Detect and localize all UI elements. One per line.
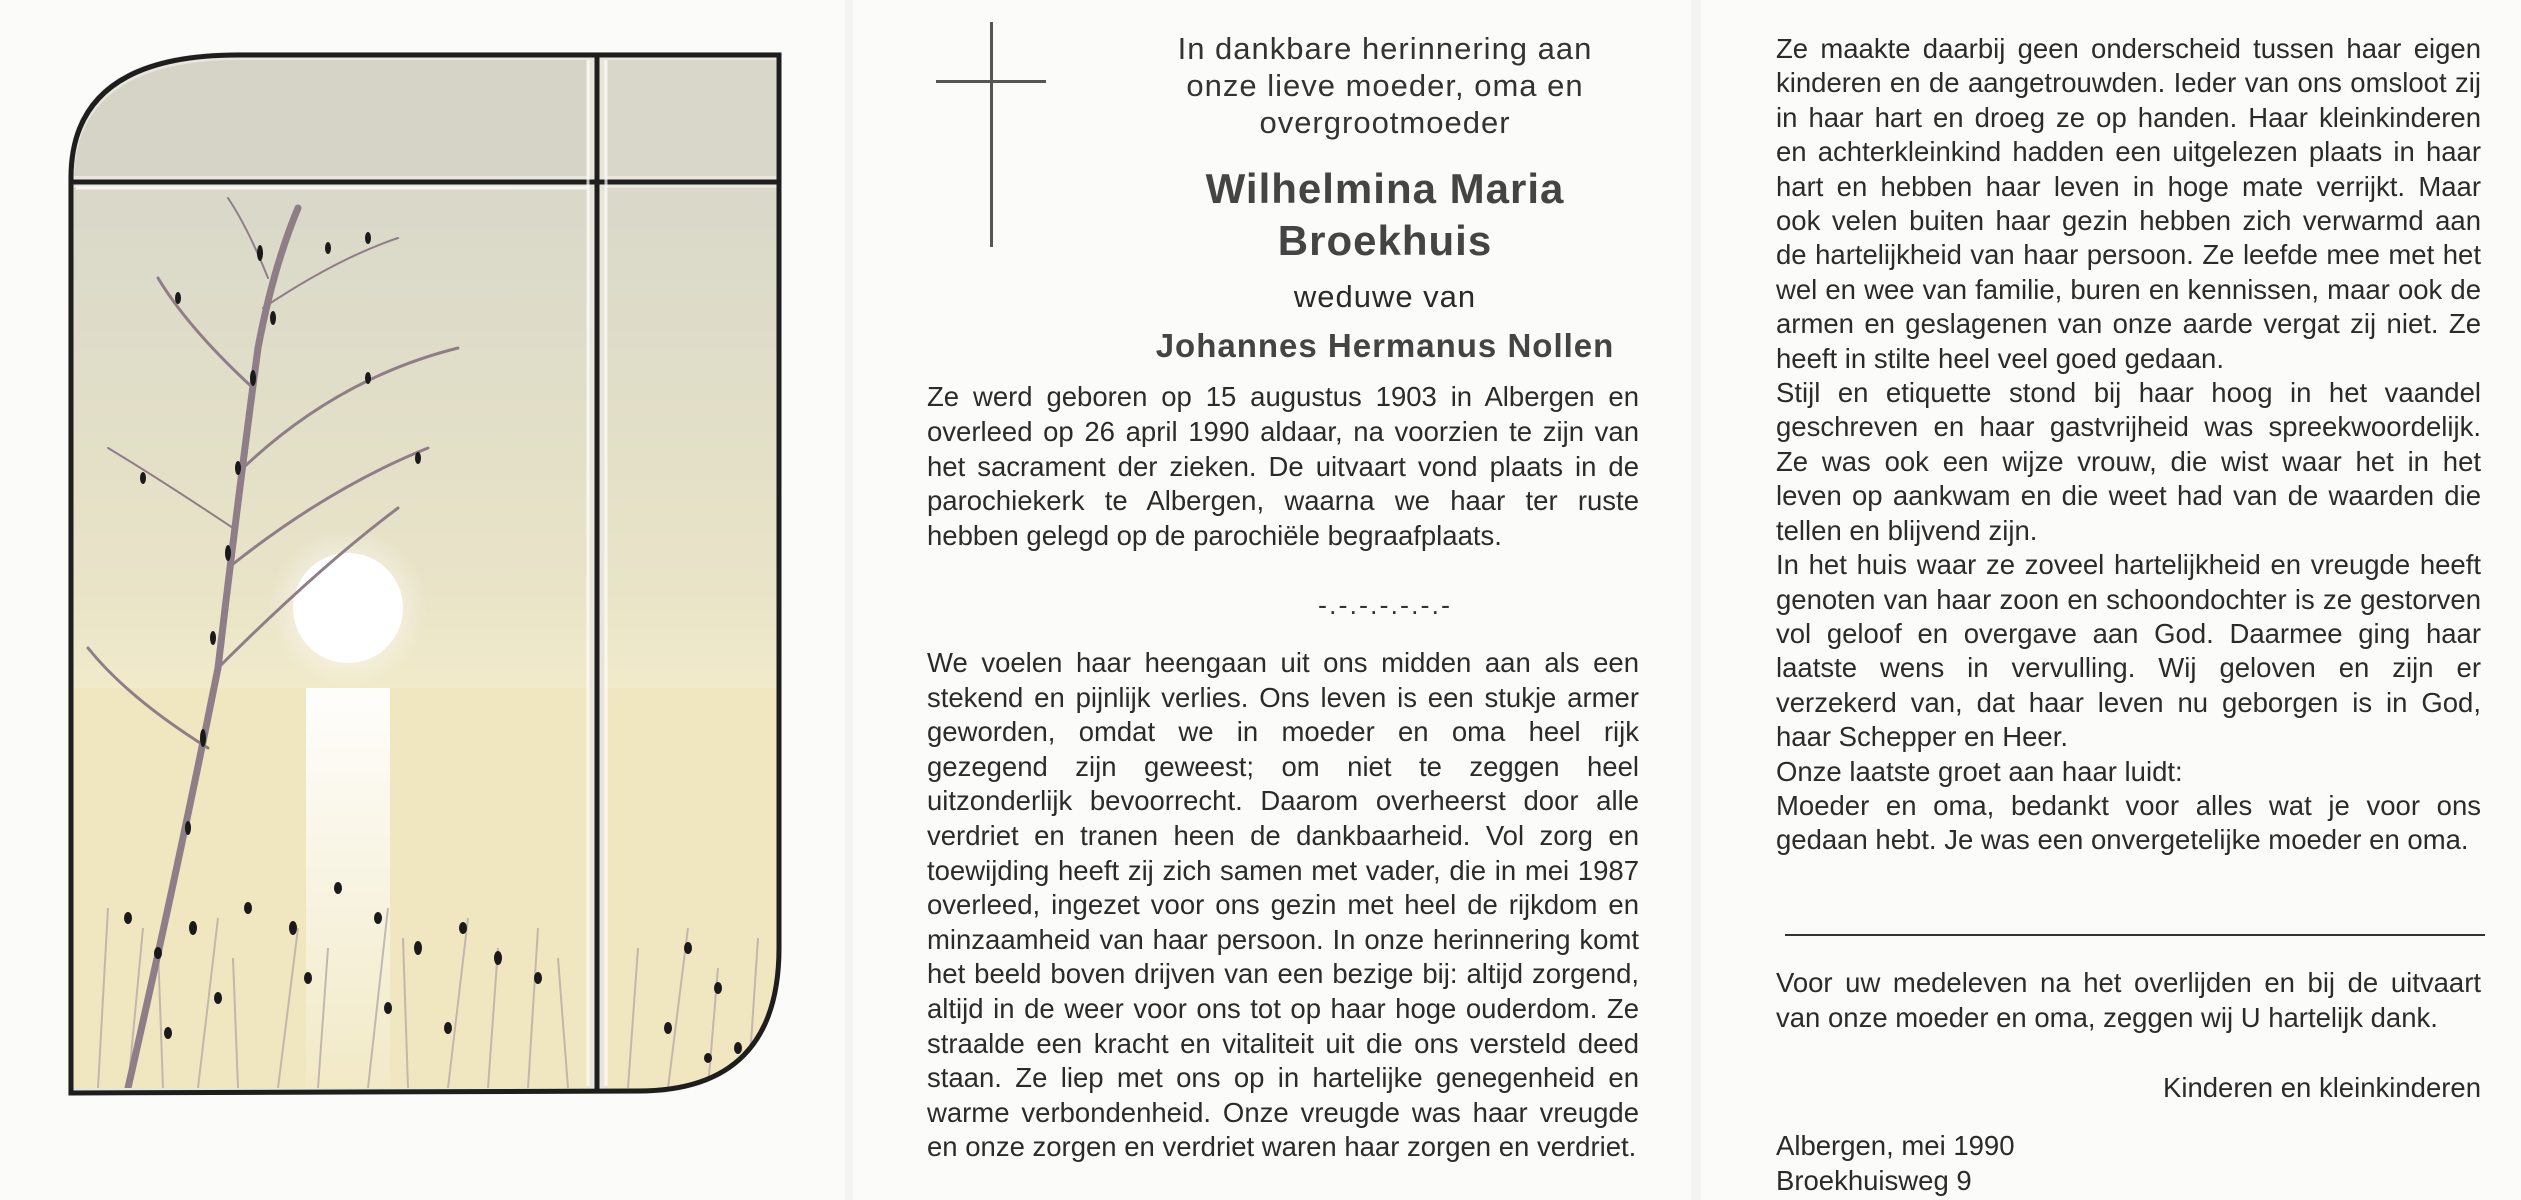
- sunset-window-illustration: [68, 48, 785, 1098]
- intro-line: In dankbare herinnering aan: [1177, 31, 1593, 66]
- thanks-text: Voor uw medeleven na het overlijden en bij de uitvaart van onze moeder en oma, zeggen wij U hartelijk dank.: [1776, 967, 2481, 1033]
- place-date: Albergen, mei 1990: [1776, 1130, 2015, 1161]
- widow-label: weduwe van: [1293, 279, 1477, 314]
- deceased-name-line: Broekhuis: [1277, 217, 1493, 264]
- right-text-block: [1776, 32, 2481, 858]
- birth-paragraph: [927, 380, 1639, 554]
- sun: [293, 553, 403, 663]
- top-left-pane: [74, 60, 588, 176]
- deceased-name-line: Wilhelmina Maria: [1205, 165, 1565, 212]
- thanks-paragraph: [1776, 965, 2481, 1035]
- intro-text: [1115, 30, 1655, 141]
- right-paragraph: Ze maakte daarbij geen onderscheid tussen haar eigen kinderen en de aangetrouwden. Ieder van ons omsloot zij in haar hart en droeg ze op handen. Haar kleinkinderen en achterkleinkind hadden een uitgelezen plaats in haar hart en hebben haar leven in hoge mate verrijkt. Maar ook velen buiten haar gezin hebben zich verwarmd aan de hartelijkheid van haar persoon. Ze leefde mee met het wel en wee van familie, buren en kennissen, maar ook de armen en geslagenen van onze aarde vergat zij niet. Ze heeft in stilte heel veel goed gedaan.: [1776, 33, 2481, 374]
- separator: -.-.-.-.-.-.-: [1318, 590, 1452, 620]
- front-panel: [0, 0, 845, 1200]
- address: Broekhuisweg 9: [1776, 1165, 1972, 1196]
- signature: Kinderen en kleinkinderen: [2163, 1072, 2481, 1103]
- birth-text: Ze werd geboren op 15 augustus 1903 in Albergen en overleed op 26 april 1990 aldaar, na voorzien te zijn van het sacrament der zieken. De uitvaart vond plaats in de parochiekerk te Albergen, waarna we haar ter ruste hebben gelegd op de parochiële begraafplaats.: [927, 381, 1639, 552]
- right-paragraph: In het huis waar ze zoveel hartelijkheid en vreugde heeft genoten van haar zoon en schoondochter is ze gestorven vol geloof en overgave aan God. Daarmee ging haar laatste wens in vervulling. Wij geloven en zijn er verzekerd van, dat haar leven nu geborgen is in God, haar Schepper en Heer.: [1776, 549, 2481, 753]
- divider-line: [1785, 934, 2485, 936]
- cross-icon: [990, 22, 993, 247]
- intro-line: overgrootmoeder: [1259, 105, 1511, 140]
- deceased-name: [1115, 163, 1655, 267]
- top-right-pane: [606, 60, 776, 176]
- right-paragraph: Stijl en etiquette stond bij haar hoog in het vaandel geschreven en haar gastvrijheid was spreekwoordelijk. Ze was ook een wijze vrouw, die wist waar het in het leven op aankwam en die weet had van de waarden die tellen en blijvend zijn.: [1776, 377, 2481, 546]
- tribute-paragraph: [927, 646, 1639, 1165]
- cross-icon-bar: [936, 80, 1046, 83]
- tribute-text: We voelen haar heengaan uit ons midden aan als een stekend en pijnlijk verlies. Ons leven is een stukje armer geworden, omdat we in moeder en oma heel rijk gezegend zijn geweest; om niet te zeggen heel uitzonderlijk bevoorrecht. Daarom overheerst door alle verdriet en tranen heen de dankbaarheid. Vol zorg en toewijding heeft zij zich samen met vader, die in mei 1987 overleed, ingezet voor ons gezin met heel de rijkdom en minzaamheid van haar persoon. In onze herinnering komt het beeld boven drijven van een bezige bij: altijd zorgend, altijd in de weer voor ons tot op haar hoge ouderdom. Ze straalde een kracht en vitaliteit uit die ons versteld deed staan. Ze liep met ons op in hartelijke genegenheid en warme verbondenheid. Onze vreugde was haar vreugde en onze zorgen en verdriet waren haar zorgen en verdriet.: [927, 647, 1639, 1163]
- place-date-block: [1776, 1128, 2481, 1198]
- husband-name: Johannes Hermanus Nollen: [1155, 327, 1615, 364]
- right-paragraph: Onze laatste groet aan haar luidt:: [1776, 755, 2183, 787]
- intro-line: onze lieve moeder, oma en: [1186, 68, 1584, 103]
- right-paragraph: Moeder en oma, bedankt voor alles wat je voor ons gedaan hebt. Je was een onvergetelijke moeder en oma.: [1776, 789, 2481, 856]
